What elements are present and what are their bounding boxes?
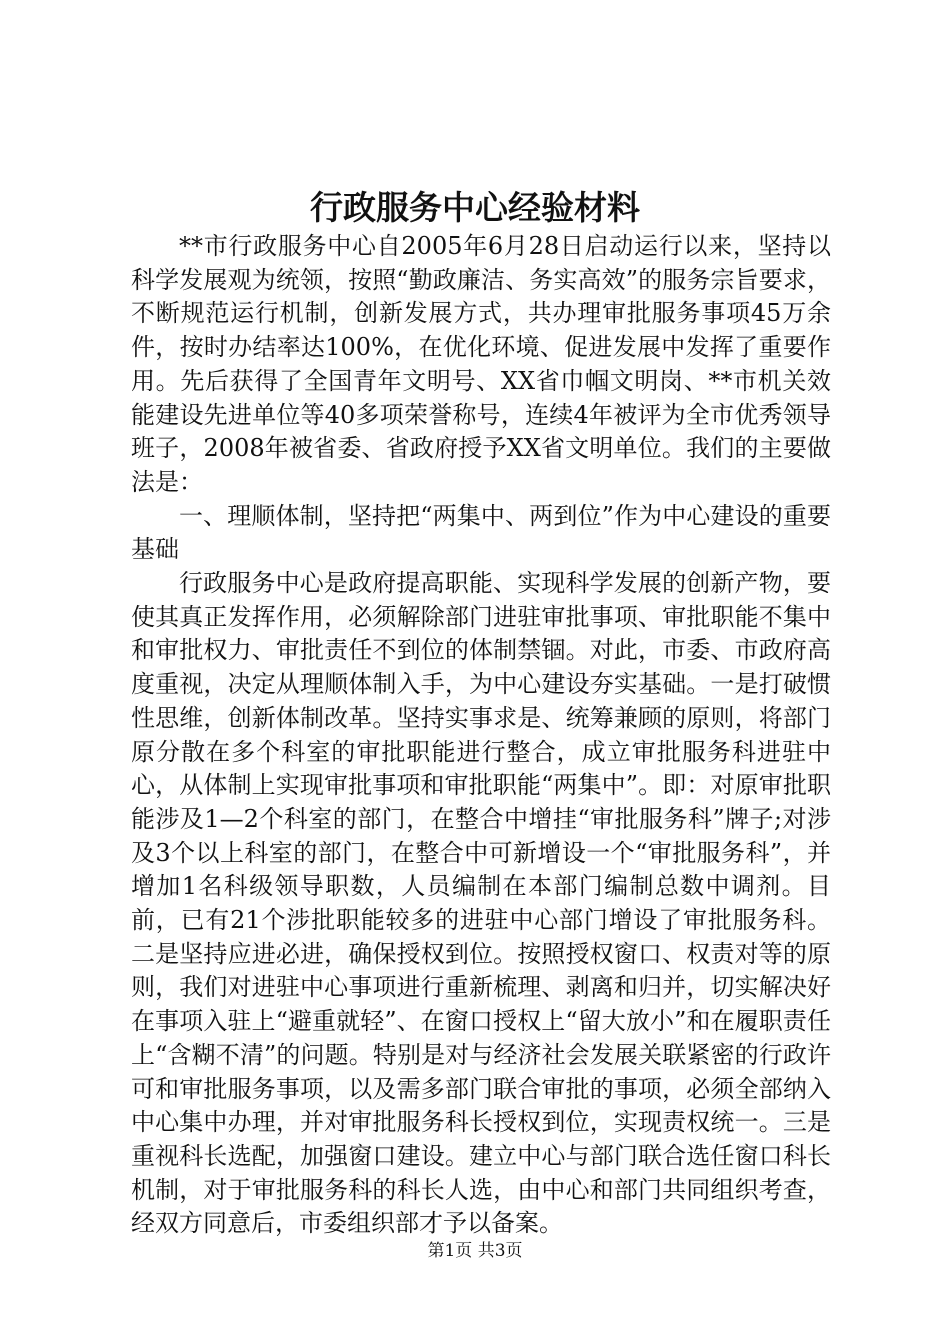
document-body [131, 230, 831, 1241]
document-title: 行政服务中心经验材料 [310, 188, 640, 227]
section-heading: 一、理顺体制，坚持把“两集中、两到位”作为中心建设的重要基础 [131, 501, 831, 564]
page-footer: 第1页 共3页 [427, 1241, 523, 1261]
paragraph-section-body: 行政服务中心是政府提高职能、实现科学发展的创新产物，要使其真正发挥作用，必须解除部门进驻审批事项、审批职能不集中和审批权力、审批责任不到位的体制禁锢。对此，市委、市政府高度重视，决定从理顺体制入手，为中心建设夯实基础。一是打破惯性思维，创新体制改革。坚持实事求是、统筹兼顾的原则，将部门原分散在多个科室的审批职能进行整合，成立审批服务科进驻中心，从体制上实现审批事项和审批职能“两集中”。即：对原审批职能涉及1—2个科室的部门，在整合中增挂“审批服务科”牌子;对涉及3个以上科室的部门，在整合中可新增设一个“审批服务科”，并增加1名科级领导职数，人员编制在本部门编制总数中调剂。目前，已有21个涉批职能较多的进驻中心部门增设了审批服务科。二是坚持应进必进，确保授权到位。按照授权窗口、权责对等的原则，我们对进驻中心事项进行重新梳理、剥离和归并，切实解决好在事项入驻上“避重就轻”、在窗口授权上“留大放小”和在履职责任上“含糊不清”的问题。特别是对与经济社会发展关联紧密的行政许可和审批服务事项，以及需多部门联合审批的事项，必须全部纳入中心集中办理，并对审批服务科长授权到位，实现责权统一。三是重视科长选配，加强窗口建设。建立中心与部门联合选任窗口科长机制，对于审批服务科的科长人选，由中心和部门共同组织考查，经双方同意后，市委组织部才予以备案。 [131, 569, 831, 1238]
paragraph-intro: **市行政服务中心自2005年6月28日启动运行以来，坚持以科学发展观为统领，按照“勤政廉洁、务实高效”的服务宗旨要求，不断规范运行机制，创新发展方式，共办理审批服务事项45万余件，按时办结率达100%，在优化环境、促进发展中发挥了重要作用。先后获得了全国青年文明号、XX省巾帼文明岗、**市机关效能建设先进单位等40多项荣誉称号，连续4年被评为全市优秀领导班子，2008年被省委、省政府授予XX省文明单位。我们的主要做法是： [131, 232, 831, 496]
